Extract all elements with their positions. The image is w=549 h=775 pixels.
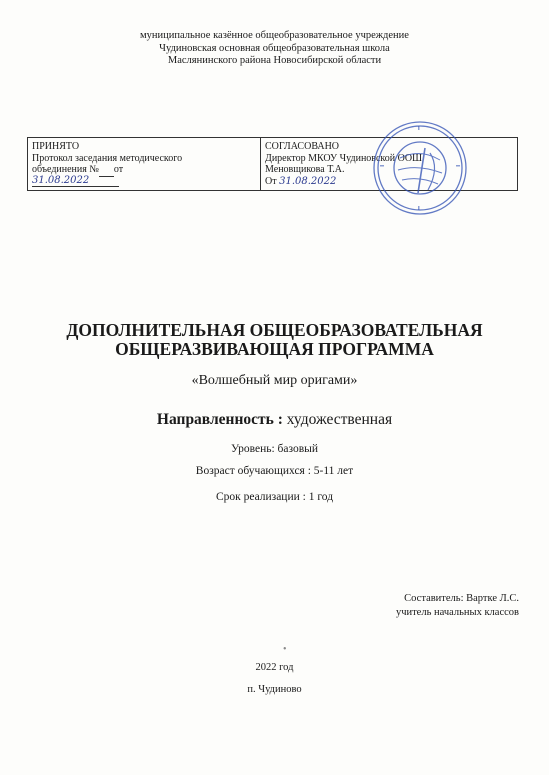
document-year: 2022 год [255, 662, 294, 673]
agreed-director: Директор МКОУ Чудиновской ООШ [265, 152, 423, 164]
program-level: Уровень: базовый [230, 443, 319, 455]
scan-speck: • [283, 644, 287, 655]
agreed-from-label: От [265, 175, 277, 187]
agreed-title: СОГЛАСОВАНО [265, 141, 340, 152]
student-age: Возраст обучающихся : 5-11 лет [195, 465, 354, 477]
accepted-date-line [32, 175, 256, 188]
document-place: п. Чудиново [247, 684, 302, 695]
header-line-1: муниципальное казённое общеобразовательное учреждение [140, 30, 409, 41]
accepted-date-handwritten: 31.08.2022 [32, 175, 119, 188]
accepted-association-label: объединения № [32, 164, 99, 175]
direction-value: художественная [282, 411, 393, 428]
compiler-name: Составитель: Вартке Л.С. [404, 593, 519, 604]
implementation-term: Срок реализации : 1 год [215, 491, 334, 503]
program-direction [0, 411, 549, 429]
direction-label: Направленность : [156, 411, 283, 428]
agreed-name: Меновщикова Т.А. [265, 164, 345, 175]
accepted-title: ПРИНЯТО [32, 141, 80, 152]
compiler-position: учитель начальных классов [395, 607, 519, 618]
accepted-cell [28, 138, 261, 191]
agreed-date-handwritten: 31.08.2022 [279, 175, 337, 187]
header-line-2: Чудиновская основная общеобразовательная школа [159, 42, 390, 54]
accepted-protocol: Протокол заседания методического [32, 152, 183, 164]
header-line-3: Маслянинского района Новосибирской области [167, 55, 382, 66]
program-name: «Волшебный мир оригами» [191, 373, 358, 388]
program-title-line-2: ОБЩЕРАЗВИВАЮЩАЯ ПРОГРАММА [115, 339, 434, 359]
program-title [0, 321, 549, 359]
school-seal-stamp [370, 118, 470, 218]
school-header [0, 30, 549, 68]
accepted-from-label: от [113, 164, 124, 175]
program-title-line-1: ДОПОЛНИТЕЛЬНАЯ ОБЩЕОБРАЗОВАТЕЛЬНАЯ [66, 320, 483, 340]
compiler-info [396, 592, 519, 620]
